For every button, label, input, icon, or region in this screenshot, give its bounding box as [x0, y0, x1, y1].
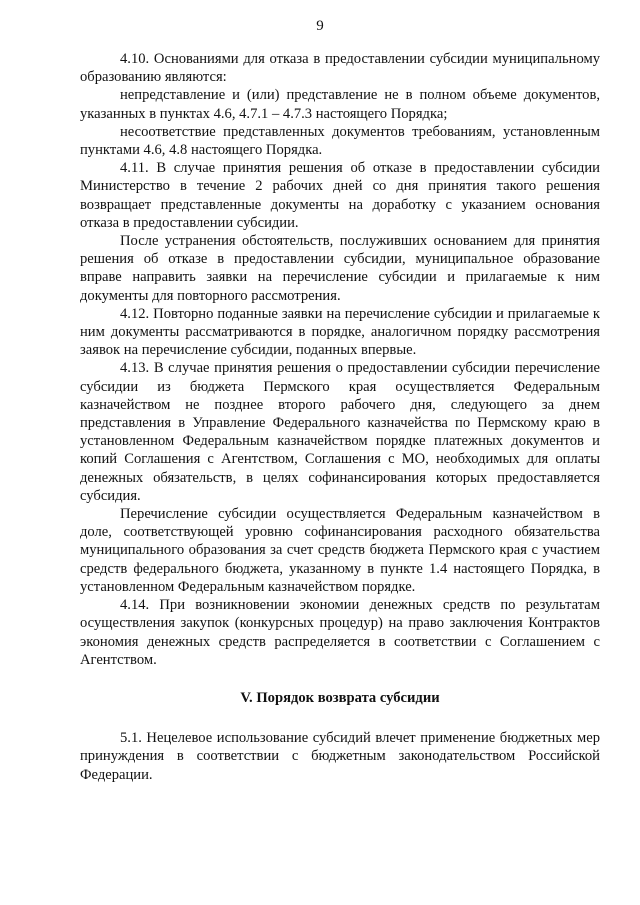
paragraph-4-13: 4.13. В случае принятия решения о предоставлении субсидии перечисление субсидии из бюджета Пермского края осуществляется Федеральным казначейством не позднее второго рабочего дня, следующего за днем представления в Управление Федерального казначейства по Пермскому краю в установленном Федеральным казначейством порядке платежных документов и копий Соглашения с Агентством, Соглашения с МО, необходимых для оплаты денежных обязательств, в целях софинансирования которых предоставляется субсидия.: [80, 360, 600, 504]
paragraph-4-10-item-2: несоответствие представленных документов требованиям, установленным пунктами 4.6, 4.8 настоящего Порядка.: [80, 123, 600, 159]
paragraph-4-11-continued: После устранения обстоятельств, послуживших основанием для принятия решения об отказе в предоставлении субсидии, муниципальное образование вправе направить заявки на перечисление субсидии и прилагаемые к ним документы для повторного рассмотрения.: [80, 233, 600, 304]
paragraph-5-1: 5.1. Нецелевое использование субсидий влечет применение бюджетных мер принуждения в соответствии с бюджетным законодательством Российской Федерации.: [80, 730, 600, 783]
paragraph-4-12: 4.12. Повторно поданные заявки на перечисление субсидии и прилагаемые к ним документы рассматриваются в порядке, аналогичном порядку рассмотрения заявок на перечисление субсидии, поданных впервые.: [80, 305, 600, 359]
page-number: 9: [316, 18, 324, 34]
section-5-heading: V. Порядок возврата субсидии: [240, 689, 440, 706]
document-body: [80, 50, 600, 784]
paragraph-4-10: 4.10. Основаниями для отказа в предоставлении субсидии муниципальному образованию являются:: [80, 51, 600, 86]
paragraph-4-14: 4.14. При возникновении экономии денежных средств по результатам осуществления закупок (конкурсных процедур) на право заключения Контрактов экономия денежных средств распределяется в соответствии с Соглашением с Агентством.: [80, 597, 600, 668]
paragraph-4-10-item-1: непредставление и (или) представление не в полном объеме документов, указанных в пунктах 4.6, 4.7.1 – 4.7.3 настоящего Порядка;: [80, 87, 600, 122]
paragraph-4-13-continued: Перечисление субсидии осуществляется Федеральным казначейством в доле, соответствующей уровню софинансирования расходного обязательства муниципального образования за счет средств бюджета Пермского края с участием средств федерального бюджета, указанному в пункте 1.4 настоящего Порядка, в установленном Федеральным казначейством порядке.: [80, 506, 600, 595]
paragraph-4-11: 4.11. В случае принятия решения об отказе в предоставлении субсидии Министерство в течение 2 рабочих дней со дня принятия такого решения возвращает представленные документы на доработку с указанием основания отказа в предоставлении субсидии.: [80, 160, 600, 231]
